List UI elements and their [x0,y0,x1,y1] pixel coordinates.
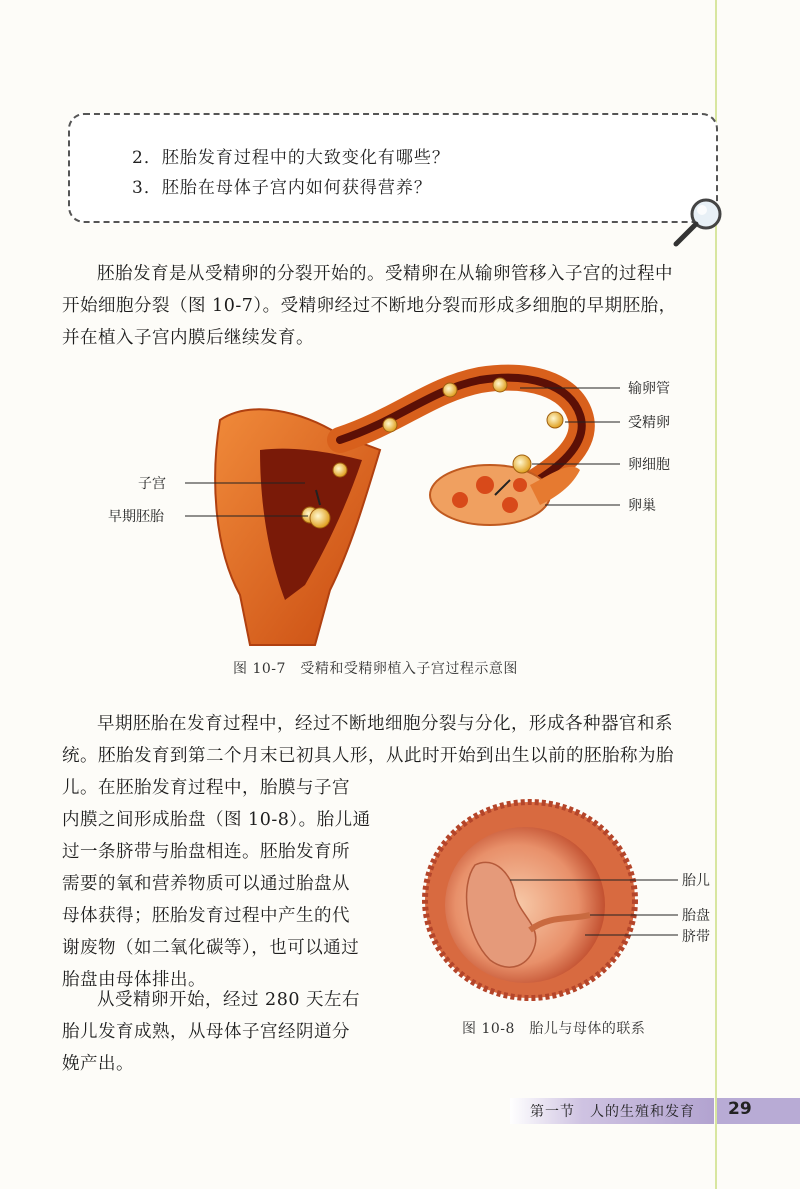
para3-line3: 过一条脐带与胎盘相连。胚胎发育所 [62,842,350,862]
para4-line3: 娩产出。 [62,1054,134,1074]
paragraph-placenta [62,772,392,996]
fetus-placenta-diagram [420,795,720,1010]
para3-line7: 胎盘由母体排出。 [62,970,206,990]
para1-line3: 并在植入子宫内膜后继续发育。 [62,328,314,348]
question-3: 3．胚胎在母体子宫内如何获得营养？ [132,178,432,198]
paragraph-embryo-start [62,258,712,354]
label-umbilical-cord: 脐带 [682,929,710,945]
zygote [547,412,563,428]
para3-line1: 儿。在胚胎发育过程中，胎膜与子宫 [62,778,350,798]
magnifier-icon [668,194,728,254]
label-egg: 卵细胞 [628,457,670,473]
label-fetus: 胎儿 [682,873,710,889]
footer-section-title: 第一节 人的生殖和发育 [530,1104,695,1120]
figure2-caption: 图 10-8 胎儿与母体的联系 [462,1021,646,1037]
label-placenta: 胎盘 [682,908,710,924]
label-uterus: 子宫 [138,476,166,492]
label-ovary: 卵巢 [628,498,656,514]
egg-cell [513,455,531,473]
para2-line1: 早期胚胎在发育过程中，经过不断地细胞分裂与分化，形成各种器官和系 [97,714,673,734]
paragraph-embryo-development [62,708,712,772]
label-zygote: 受精卵 [628,415,670,431]
para3-line6: 谢废物（如二氧化碳等），也可以通过 [62,938,360,958]
para2-line2: 统。胚胎发育到第二个月末已初具人形，从此时开始到出生以前的胚胎称为胎 [62,746,674,766]
label-early-embryo: 早期胚胎 [108,509,164,525]
para4-line2: 胎儿发育成熟，从母体子宫经阴道分 [62,1022,350,1042]
page-number: 29 [728,1099,752,1119]
early-embryo [310,508,330,528]
ovary-shape [430,465,550,525]
para3-line2: 内膜之间形成胎盘（图 10-8）。胎儿通 [62,810,371,830]
question-box [68,113,718,223]
para1-line1: 胚胎发育是从受精卵的分裂开始的。受精卵在从输卵管移入子宫的过程中 [97,264,673,284]
question-2: 2．胚胎发育过程中的大致变化有哪些？ [132,148,450,168]
para3-line4: 需要的氧和营养物质可以通过胎盘从 [62,874,350,894]
label-oviduct: 输卵管 [628,381,670,397]
para4-line1: 从受精卵开始，经过 280 天左右 [97,990,361,1010]
para3-line5: 母体获得；胚胎发育过程中产生的代 [62,906,350,926]
fertilization-diagram [100,360,700,650]
para1-line2: 开始细胞分裂（图 10-7）。受精卵经过不断地分裂而形成多细胞的早期胚胎， [62,296,677,316]
paragraph-birth [62,984,392,1080]
figure1-caption: 图 10-7 受精和受精卵植入子宫过程示意图 [233,661,518,677]
